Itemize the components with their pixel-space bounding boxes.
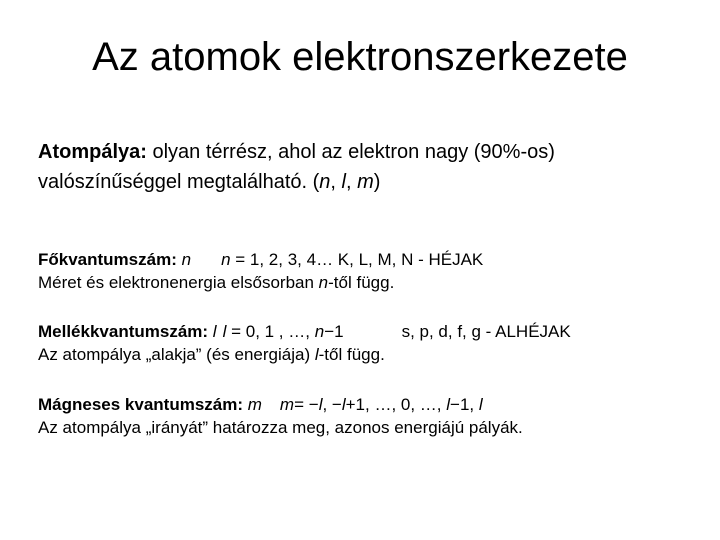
azimuthal-desc-1: Az atompálya „alakja” (és energiája) [38, 345, 315, 364]
azimuthal-desc-var: l [314, 345, 319, 364]
definition-text-2: valószínűséggel megtalálható. ( [38, 171, 320, 193]
magnetic-label: Mágneses kvantumszám: [38, 395, 248, 414]
principal-desc-2: -től függ. [328, 273, 395, 292]
azimuthal-values-var: n [314, 322, 325, 341]
definition-n: n [319, 171, 331, 193]
azimuthal-values-2: −1 [324, 322, 344, 341]
azimuthal-label: Mellékkvantumszám: [38, 322, 213, 341]
principal-desc-var: n [318, 273, 329, 292]
definition-text-1: olyan térrész, ahol az elektron nagy (90%-os) [146, 141, 555, 163]
magnetic-var: m [279, 395, 295, 414]
definition-close: ) [373, 171, 381, 193]
magnetic-symbol: m [247, 395, 262, 414]
definition-sep-2: , [345, 171, 358, 193]
definition-line-1 [38, 137, 555, 167]
azimuthal-desc-2: -től függ. [318, 345, 385, 364]
principal-label: Főkvantumszám: [38, 250, 182, 269]
azimuthal-var: l [222, 322, 227, 341]
magnetic-l-4: l [478, 395, 483, 414]
magnetic-quantum-number [38, 393, 523, 439]
magnetic-l-1: l [318, 395, 323, 414]
definition-term: Atompálya: [38, 141, 147, 163]
orbital-definition [38, 137, 555, 197]
magnetic-values-2: , − [322, 395, 342, 414]
magnetic-values-1: = − [294, 395, 319, 414]
azimuthal-line-1 [38, 320, 571, 343]
magnetic-line-2: Az atompálya „irányát” határozza meg, azonos energiájú pályák. [38, 418, 523, 437]
azimuthal-values-1: = 0, 1 , …, [226, 322, 315, 341]
definition-line-2 [38, 167, 555, 197]
azimuthal-symbol: l [212, 322, 217, 341]
magnetic-values-4: −1, [450, 395, 479, 414]
principal-line-2 [38, 271, 483, 294]
slide-title: Az atomok elektronszerkezete [92, 35, 628, 79]
definition-m: m [357, 171, 374, 193]
principal-values: = 1, 2, 3, 4… K, L, M, N - HÉJAK [230, 250, 484, 269]
azimuthal-subshells: s, p, d, f, g - ALHÉJAK [401, 322, 571, 341]
azimuthal-quantum-number [38, 320, 571, 366]
magnetic-values-3: +1, …, 0, …, [345, 395, 447, 414]
principal-line-1 [38, 248, 483, 271]
definition-sep-1: , [330, 171, 342, 193]
azimuthal-line-2 [38, 343, 571, 366]
principal-var: n [221, 250, 231, 269]
magnetic-l-2: l [341, 395, 346, 414]
principal-quantum-number [38, 248, 483, 294]
principal-desc-1: Méret és elektronenergia elsősorban [38, 273, 319, 292]
definition-l: l [341, 171, 346, 193]
principal-symbol: n [181, 250, 192, 269]
magnetic-line-1 [38, 393, 523, 416]
magnetic-l-3: l [446, 395, 451, 414]
